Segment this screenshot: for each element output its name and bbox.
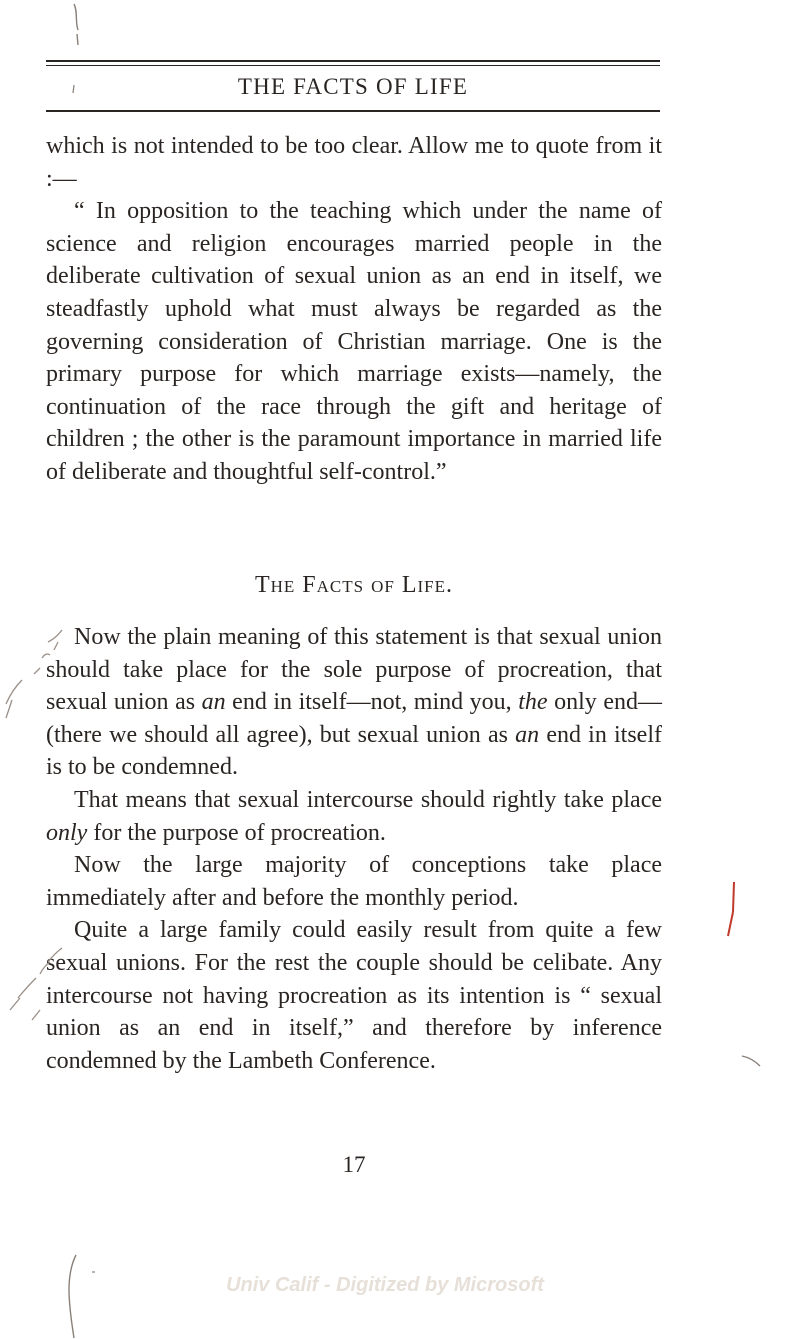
paragraph-that-means: That means that sexual intercourse should rightly take place only for the purpose of procreation. [46, 786, 662, 846]
pencil-stroke-top [74, 4, 78, 45]
paragraph-large-family: Quite a large family could easily result from quite a few sexual unions. For the rest the couple should be celibate. Any intercourse not having procreation as its intention is “ sexual union as an end in itself,” and therefore by inference condemned by the Lambeth Conference. [46, 917, 662, 1074]
red-pencil-mark [728, 882, 734, 936]
pencil-bracket-bottom [69, 1255, 76, 1338]
pencil-tick-header [73, 85, 74, 93]
section-heading: The Facts of Life. [254, 572, 453, 598]
paragraph-majority: Now the large majority of conceptions take place immediately after and before the monthly period. [46, 852, 662, 911]
paragraph-intro: which is not intended to be too clear. Allow me to quote from it :— [46, 133, 662, 192]
paragraph-quote: “ In opposition to the teaching which under the name of science and religion encourages married people in the deliberate cultivation of sexual union as an end in itself, we steadfastly uphold what must always be regarded as the governing consideration of Christian marriage. One is the primary purpose for which marriage exists—namely, the continuation of the race through the gift and heritage of children ; the other is the paramount importance in married life of deliberate and thoughtful self-control.” [46, 198, 662, 485]
paragraph-plain-meaning: Now the plain meaning of this statement is that sexual union should take place for the sole purpose of procreation, that sexual union as an end in itself—not, mind you, the only end—(there we should all agree), but sexual union as an end in itself is to be condemned. [46, 624, 662, 781]
running-head: THE FACTS OF LIFE [237, 74, 469, 99]
pencil-scribble-left-2 [10, 948, 62, 1020]
pencil-stroke-right [742, 1056, 760, 1066]
digitization-watermark: Univ Calif - Digitized by Microsoft [226, 1274, 544, 1296]
page-number: 17 [342, 1152, 366, 1177]
pencil-scribble-left-1 [6, 630, 62, 718]
